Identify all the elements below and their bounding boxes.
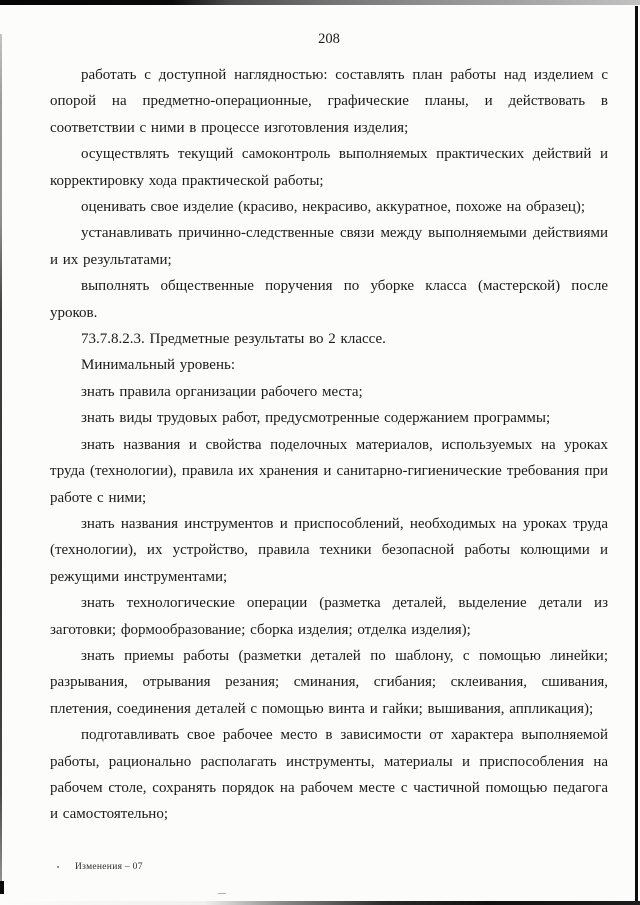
scan-edge-right [635,6,638,905]
paragraph: работать с доступной наглядностью: составлять план работы над изделием с опорой на предметно-операционные, графические планы, и действовать в соответствии с ними в процессе изготовления изделия; [50,67,608,136]
paragraph-level-heading: Минимальный уровень: [81,357,235,374]
scan-edge-top [0,0,640,5]
scan-edge-bottom [0,901,640,905]
paragraph: знать названия и свойства поделочных материалов, используемых на уроках труда (технологии), правила их хранения и санитарно-гигиенические требования при работе с ними; [50,436,608,506]
scan-speck [218,893,226,894]
page-number: 208 [318,31,340,47]
paragraph: знать названия инструментов и приспособлений, необходимых на уроках труда (технологии), их устройство, правила техники безопасной работы колющими и режущими инструментами; [50,515,608,585]
paragraph: устанавливать причинно-следственные связи между выполняемыми действиями и их результатами; [50,225,608,268]
document-body [50,62,608,828]
scan-mark-bottom-left [0,881,4,894]
paragraph: знать виды трудовых работ, предусмотренные содержанием программы; [81,410,551,427]
paragraph: осуществлять текущий самоконтроль выполняемых практических действий и корректировку хода практической работы; [50,146,608,189]
paragraph-section-number: 73.7.8.2.3. Предметные результаты во 2 классе. [81,331,386,348]
paragraph: знать правила организации рабочего места; [81,383,363,400]
paragraph: знать технологические операции (разметка деталей, выделение детали из заготовки; формообразование; сборка изделия; отделка изделия); [50,595,608,638]
paragraph: знать приемы работы (разметки деталей по шаблону, с помощью линейки; разрывания, отрывания резания; сминания, сгибания; склеивания, сшивания, плетения, соединения деталей с помощью винта и гайки; вышивания, аппликация); [50,647,608,717]
footer-revision-note: Изменения – 07 [75,862,143,872]
scan-speck [57,866,59,868]
paragraph: выполнять общественные поручения по уборке класса (мастерской) после уроков. [50,278,608,321]
paragraph: оценивать свое изделие (красиво, некрасиво, аккуратное, похоже на образец); [81,199,586,216]
scan-edge-left [0,34,2,892]
paragraph: подготавливать свое рабочее место в зависимости от характера выполняемой работы, рационально располагать инструменты, материалы и приспособления на рабочем столе, сохранять порядок на рабочем месте с частичной помощью педагога и самостоятельно; [50,727,608,823]
